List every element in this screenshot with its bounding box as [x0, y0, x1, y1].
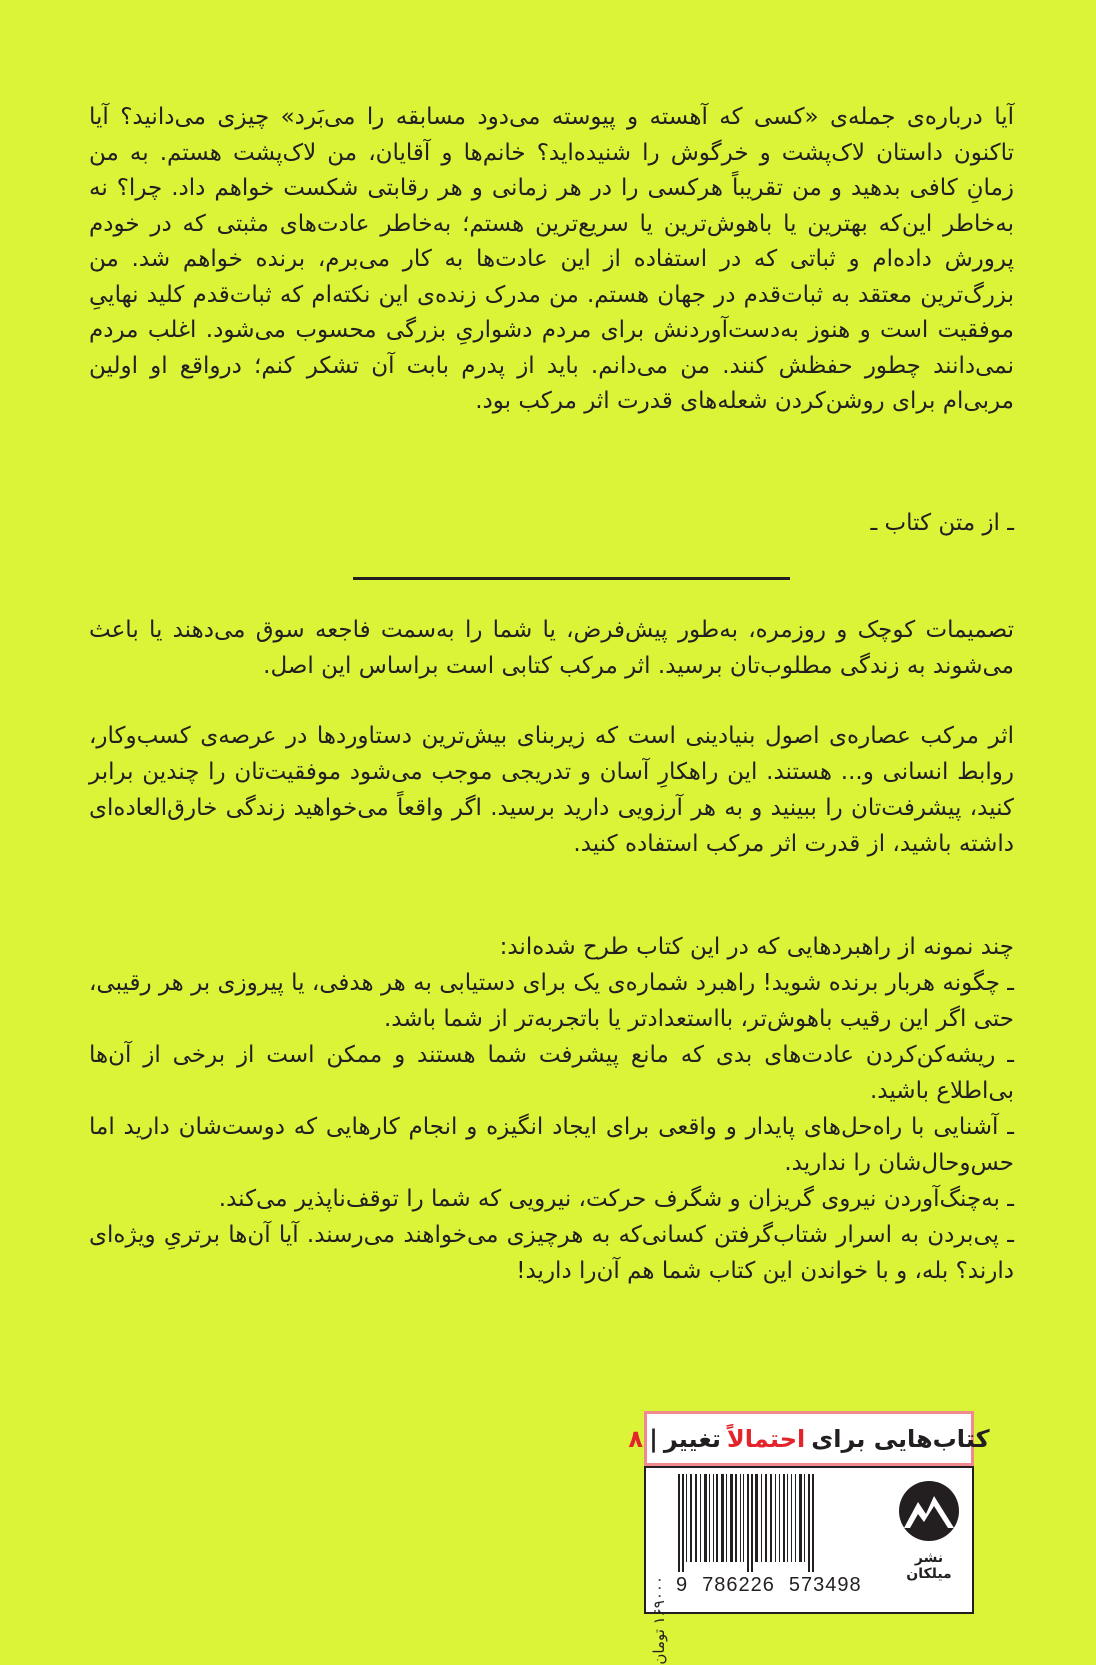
barcode-bar — [775, 1474, 776, 1562]
strategy-item: ـ ریشه‌کن‌کردن عادت‌های بدی که مانع پیشرفت شما هستند و ممکن است از برخی از آن‌ها بی‌اطلاع باشید. — [89, 1042, 1014, 1104]
barcode-bar — [704, 1474, 707, 1562]
mountain-logo-icon — [898, 1480, 960, 1542]
barcode-bar — [747, 1474, 749, 1572]
isbn-part: 786226 — [702, 1574, 775, 1596]
barcode-bar — [779, 1474, 780, 1562]
barcode-bar — [765, 1474, 767, 1562]
strategy-item: ـ آشنایی با راه‌حل‌های پایدار و واقعی برای ایجاد انگیزه و انجام کارهایی که دوست‌شان دارید اما حس‌وحال‌شان را ندارید. — [89, 1114, 1014, 1176]
series-number: ۸ — [628, 1424, 644, 1453]
series-highlight: احتمالاً — [726, 1424, 806, 1453]
strategy-item: ـ چگونه هربار برنده شوید! راهبرد شماره‌ی یک برای دستیابی به هر هدفی، یا پیروزی بر هر رقیبی، حتی اگر این رقیب باهوش‌تر، بااستعدادتر یا باتجربه‌تر از شما باشد. — [89, 970, 1014, 1032]
publisher-logo — [894, 1480, 964, 1604]
barcode-bar — [755, 1474, 758, 1562]
barcode-bar — [740, 1474, 741, 1562]
excerpt-source: ـ از متن کتاب ـ — [870, 510, 1014, 536]
barcode-bar — [783, 1474, 785, 1562]
excerpt-text: آیا درباره‌ی جمله‌ی «کسی که آهسته و پیوسته می‌دود مسابقه را می‌بَرد» چیزی می‌دانید؟ آیا تاکنون داستان لاک‌پشت و خرگوش را شنیده‌اید؟ خانم‌ها و آقایان، من لاک‌پشت هستم. به من زمانِ کافی بدهید و من تقریباً هرکسی را در هر زمانی و هر رقابتی شکست خواهم داد. چرا؟ نه به‌خاطر این‌که بهترین یا باهوش‌ترین یا سریع‌ترین هستم؛ به‌خاطر عادت‌های مثبتی که در خودم پرورش داده‌ام و ثباتی که در استفاده از این عادت‌ها به کار می‌برم، برنده خواهم شد. من بزرگ‌ترین معتقد به ثبات‌قدم در جهان هستم. من مدرک زنده‌ی این نکته‌ام که ثبات‌قدم کلید نهاییِ موفقیت است و هنوز به‌دست‌آوردنش برای مردم دشواریِ بزرگی محسوب می‌شود. اغلب مردم نمی‌دانند چطور حفظش کنند. من می‌دانم. باید از پدرم بابت آن تشکر کنم؛ درواقع او اولین مربی‌ام برای روشن‌کردن شعله‌های قدرت اثر مرکب بود. — [89, 104, 1014, 414]
barcode-bar — [709, 1474, 710, 1562]
barcode-bar — [770, 1474, 772, 1562]
barcode-bar — [726, 1474, 727, 1562]
barcode-bar — [795, 1474, 796, 1562]
intro-text: تصمیمات کوچک و روزمره، به‌طور پیش‌فرض، یا شما را به‌سمت فاجعه سوق می‌دهند یا باعث می‌شوند به زندگی مطلوب‌تان برسید. اثر مرکب کتابی است براساس این اصل. — [89, 617, 1014, 679]
description-text: اثر مرکب عصاره‌ی اصول بنیادینی است که زیربنای بیش‌ترین دستاوردها در عرصه‌ی کسب‌وکار، روابط انسانی و... هستند. این راهکارِ آسان و تدریجی موجب می‌شود موفقیت‌تان را چندین برابر کنید، پیشرفت‌تان را ببینید و به هر آرزویی دارید برسید. اگر واقعاً می‌خواهید زندگی خارق‌العاده‌ای داشته باشید، از قدرت اثر مرکب استفاده کنید. — [89, 723, 1014, 857]
strategy-item: ـ به‌چنگ‌آوردن نیروی گریزان و شگرف حرکت، نیرویی که شما را توقف‌ناپذیر می‌کند. — [218, 1186, 1014, 1212]
publisher-name: نشر میلکان — [906, 1550, 952, 1582]
intro-paragraph — [89, 612, 1014, 684]
series-label — [628, 1411, 990, 1466]
barcode-bar — [690, 1474, 692, 1562]
section-divider — [353, 577, 790, 580]
isbn-part: 573498 — [788, 1574, 862, 1596]
barcode-bar — [716, 1474, 718, 1562]
series-prefix: کتاب‌هایی برای — [811, 1424, 990, 1453]
series-separator: | — [649, 1424, 658, 1453]
barcode-bar — [761, 1474, 762, 1562]
barcode-bar — [695, 1474, 697, 1562]
barcode-bar — [799, 1474, 802, 1562]
barcode-bar — [743, 1474, 744, 1562]
barcode-bar — [700, 1474, 701, 1562]
barcode-bar — [713, 1474, 714, 1562]
strategies-heading: چند نمونه از راهبردهایی که در این کتاب طرح شده‌اند: — [499, 934, 1014, 960]
barcode-bar — [791, 1474, 792, 1562]
isbn-part: 9 — [676, 1574, 689, 1596]
isbn-number — [676, 1574, 876, 1597]
barcode-bar — [686, 1474, 687, 1562]
barcode-bar — [730, 1474, 733, 1562]
barcode-bar — [787, 1474, 788, 1562]
barcode-bar — [804, 1474, 805, 1562]
strategies-list — [89, 929, 1014, 1289]
barcode-bars — [676, 1474, 876, 1572]
description-paragraph — [89, 718, 1014, 862]
barcode-bar — [751, 1474, 753, 1572]
barcode-bar — [812, 1474, 814, 1572]
barcode-bar — [721, 1474, 724, 1562]
barcode-bar — [678, 1474, 680, 1572]
barcode-panel — [644, 1466, 974, 1665]
series-suffix: تغییر — [663, 1424, 721, 1453]
strategy-item: ـ پی‌بردن به اسرار شتاب‌گرفتن کسانی‌که به هرچیزی می‌خواهند می‌رسند. آیا آن‌ها برتریِ ویژه‌ای دارند؟ بله، و با خواندن این کتاب شما هم آن‌را دارید! — [89, 1222, 1014, 1284]
barcode-bar — [682, 1474, 684, 1572]
barcode-bar — [735, 1474, 737, 1562]
excerpt-paragraph — [89, 100, 1014, 420]
price-label: ۱۶۹۰۰۰ تومان — [650, 1576, 668, 1665]
barcode-bar — [808, 1474, 810, 1572]
